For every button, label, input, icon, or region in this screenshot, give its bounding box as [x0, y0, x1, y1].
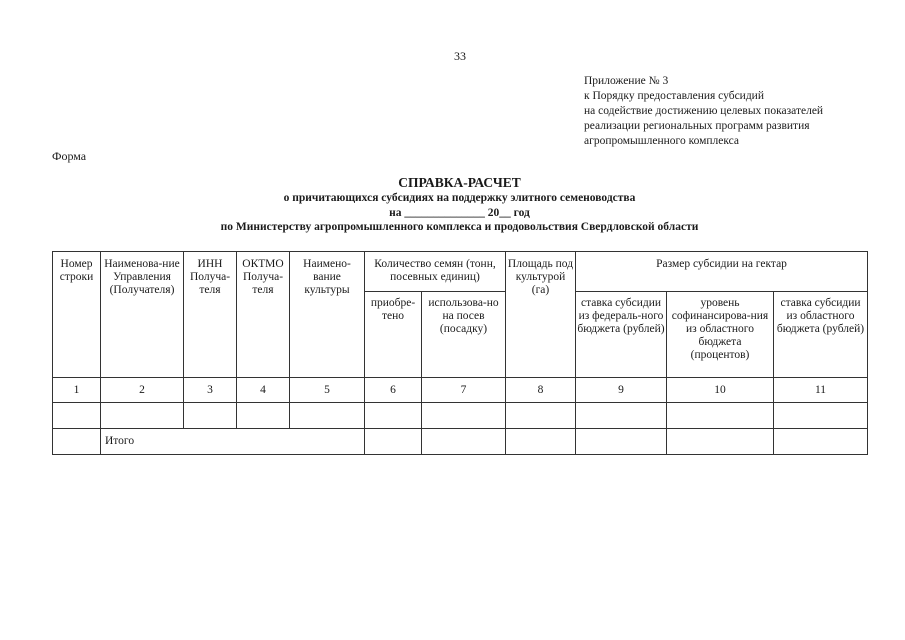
header-oktmo: ОКТМО Получа-теля: [237, 252, 290, 378]
table-cell: [667, 429, 774, 455]
column-number: 8: [506, 378, 576, 403]
form-label: Форма: [52, 149, 87, 163]
appendix-block: [584, 74, 823, 149]
appendix-line: на содействие достижению целевых показателей: [584, 105, 824, 117]
table-cell: [53, 403, 101, 429]
header-row-number: Номер строки: [53, 252, 101, 378]
appendix-line: реализации региональных программ развития: [584, 120, 810, 132]
table-cell: [365, 403, 422, 429]
table-cell: [774, 403, 868, 429]
column-number: 10: [667, 378, 774, 403]
header-used-for-sowing: использова-но на посев (посадку): [422, 292, 506, 378]
table-cell: [365, 429, 422, 455]
document-header: [52, 174, 867, 235]
table-cell: [576, 429, 667, 455]
header-regional-rate: ставка субсидии из областного бюджета (рублей): [774, 292, 868, 378]
table-cell: [667, 403, 774, 429]
subsidy-table: [52, 251, 868, 455]
appendix-line: агропромышленного комплекса: [584, 135, 740, 147]
document-period: на ______________ 20__ год: [389, 206, 530, 219]
document-title: СПРАВКА-РАСЧЕТ: [398, 175, 521, 190]
header-subsidy-per-hectare: Размер субсидии на гектар: [576, 252, 868, 292]
header-purchased: приобре-тено: [365, 292, 422, 378]
column-number: 11: [774, 378, 868, 403]
table-cell: [422, 429, 506, 455]
table-cell: [237, 403, 290, 429]
column-number: 1: [53, 378, 101, 403]
table-cell: [576, 403, 667, 429]
table-row: [53, 403, 868, 429]
column-number: 2: [101, 378, 184, 403]
table-cell: [101, 403, 184, 429]
header-inn: ИНН Получа-теля: [184, 252, 237, 378]
total-label: Итого: [101, 429, 365, 455]
table-cell: [506, 429, 576, 455]
document-ministry: по Министерству агропромышленного комплекса и продовольствия Свердловской области: [220, 221, 699, 233]
table-cell: [506, 403, 576, 429]
table-cell: [184, 403, 237, 429]
column-number: 3: [184, 378, 237, 403]
table-cell: [422, 403, 506, 429]
header-cofinancing-level: уровень софинансирова-ния из областного бюджета (процентов): [667, 292, 774, 378]
table-cell: [774, 429, 868, 455]
table-cell: [290, 403, 365, 429]
column-number: 9: [576, 378, 667, 403]
total-row: [53, 429, 868, 455]
column-number: 6: [365, 378, 422, 403]
column-number: 4: [237, 378, 290, 403]
appendix-line: к Порядку предоставления субсидий: [584, 90, 764, 102]
column-number: 5: [290, 378, 365, 403]
header-seed-quantity: Количество семян (тонн, посевных единиц): [365, 252, 506, 292]
page-number: 33: [454, 49, 466, 63]
header-crop-name: Наимено-вание культуры: [290, 252, 365, 378]
column-number: 7: [422, 378, 506, 403]
header-crop-area: Площадь под культурой (га): [506, 252, 576, 378]
appendix-line: Приложение № 3: [584, 75, 669, 87]
header-recipient-name: Наименова-ние Управления (Получателя): [101, 252, 184, 378]
table-cell: [53, 429, 101, 455]
document-subtitle: о причитающихся субсидиях на поддержку элитного семеноводства: [283, 192, 636, 204]
header-federal-rate: ставка субсидии из федераль-ного бюджета (рублей): [576, 292, 667, 378]
